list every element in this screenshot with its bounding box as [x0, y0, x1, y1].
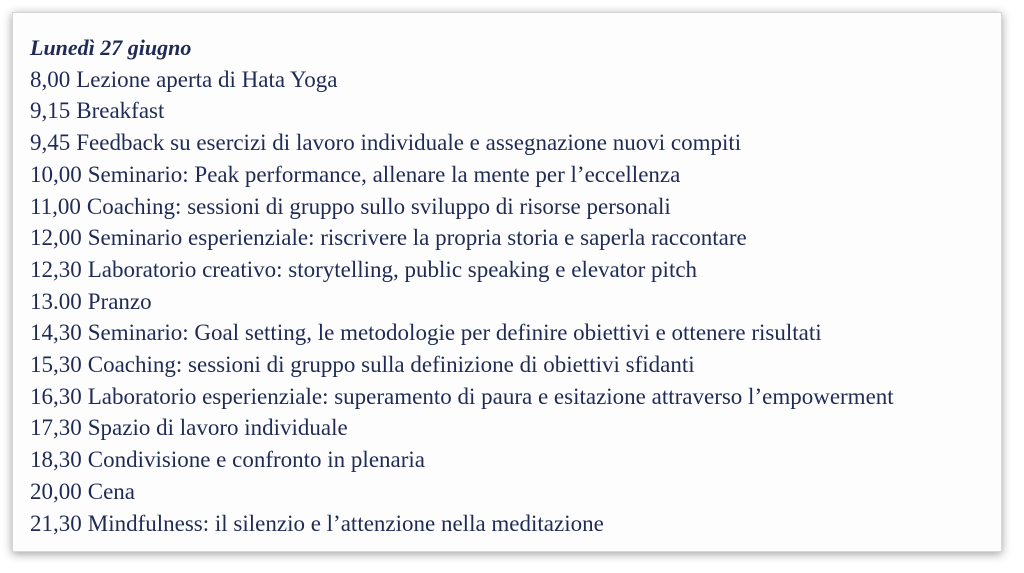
- schedule-item: [30, 412, 894, 444]
- schedule-activity: Condivisione e confronto in plenaria: [87, 447, 426, 473]
- schedule-time: 11,00: [30, 193, 81, 219]
- schedule-item: [30, 64, 894, 96]
- schedule-item: [30, 317, 894, 349]
- schedule-card: [12, 12, 1002, 552]
- schedule-activity: Laboratorio creativo: storytelling, public speaking e elevator pitch: [87, 256, 698, 282]
- schedule-activity: Coaching: sessioni di gruppo sullo sviluppo di risorse personali: [86, 193, 671, 219]
- schedule-activity: Feedback su esercizi di lavoro individuale e assegnazione nuovi compiti: [76, 130, 742, 156]
- schedule-activity: Breakfast: [76, 98, 165, 124]
- schedule-time: 13.00: [30, 288, 82, 314]
- schedule-time: 15,30: [30, 352, 82, 378]
- schedule-time: 10,00: [30, 161, 82, 187]
- schedule-activity: Spazio di lavoro individuale: [87, 415, 348, 441]
- schedule-activity: Seminario esperienziale: riscrivere la propria storia e saperla raccontare: [87, 225, 747, 251]
- schedule-item: [30, 159, 894, 191]
- schedule-time: 18,30: [30, 447, 82, 473]
- schedule-item: [30, 222, 894, 254]
- schedule-time: 12,30: [30, 256, 82, 282]
- schedule-item: [30, 349, 894, 381]
- schedule-item: [30, 476, 894, 508]
- schedule-time: 21,30: [30, 510, 82, 536]
- schedule-activity: Seminario: Peak performance, allenare la mente per l’eccellenza: [87, 161, 681, 187]
- schedule-activity: Cena: [87, 478, 136, 504]
- schedule-item: [30, 254, 894, 286]
- schedule-activity: Mindfulness: il silenzio e l’attenzione nella meditazione: [87, 510, 604, 536]
- schedule-activity: Laboratorio esperienziale: superamento di paura e esitazione attraverso l’empowerment: [87, 383, 894, 409]
- schedule-time: 9,45: [30, 130, 71, 156]
- schedule-time: 14,30: [30, 320, 82, 346]
- schedule-activity: Lezione aperta di Hata Yoga: [76, 66, 338, 92]
- schedule-list: [30, 32, 894, 539]
- schedule-time: 8,00: [30, 66, 71, 92]
- schedule-item: [30, 444, 894, 476]
- schedule-item: [30, 381, 894, 413]
- day-title: Lunedì 27 giugno: [30, 35, 192, 60]
- schedule-time: 9,15: [30, 98, 71, 124]
- schedule-time: 12,00: [30, 225, 82, 251]
- schedule-item: [30, 127, 894, 159]
- schedule-item: [30, 191, 894, 223]
- schedule-time: 17,30: [30, 415, 82, 441]
- schedule-activity: Coaching: sessioni di gruppo sulla definizione di obiettivi sfidanti: [87, 352, 695, 378]
- schedule-activity: Pranzo: [87, 288, 152, 314]
- schedule-item: [30, 286, 894, 318]
- schedule-activity: Seminario: Goal setting, le metodologie per definire obiettivi e ottenere risultati: [87, 320, 822, 346]
- schedule-item: [30, 95, 894, 127]
- schedule-item: [30, 508, 894, 540]
- schedule-time: 20,00: [30, 478, 82, 504]
- schedule-time: 16,30: [30, 383, 82, 409]
